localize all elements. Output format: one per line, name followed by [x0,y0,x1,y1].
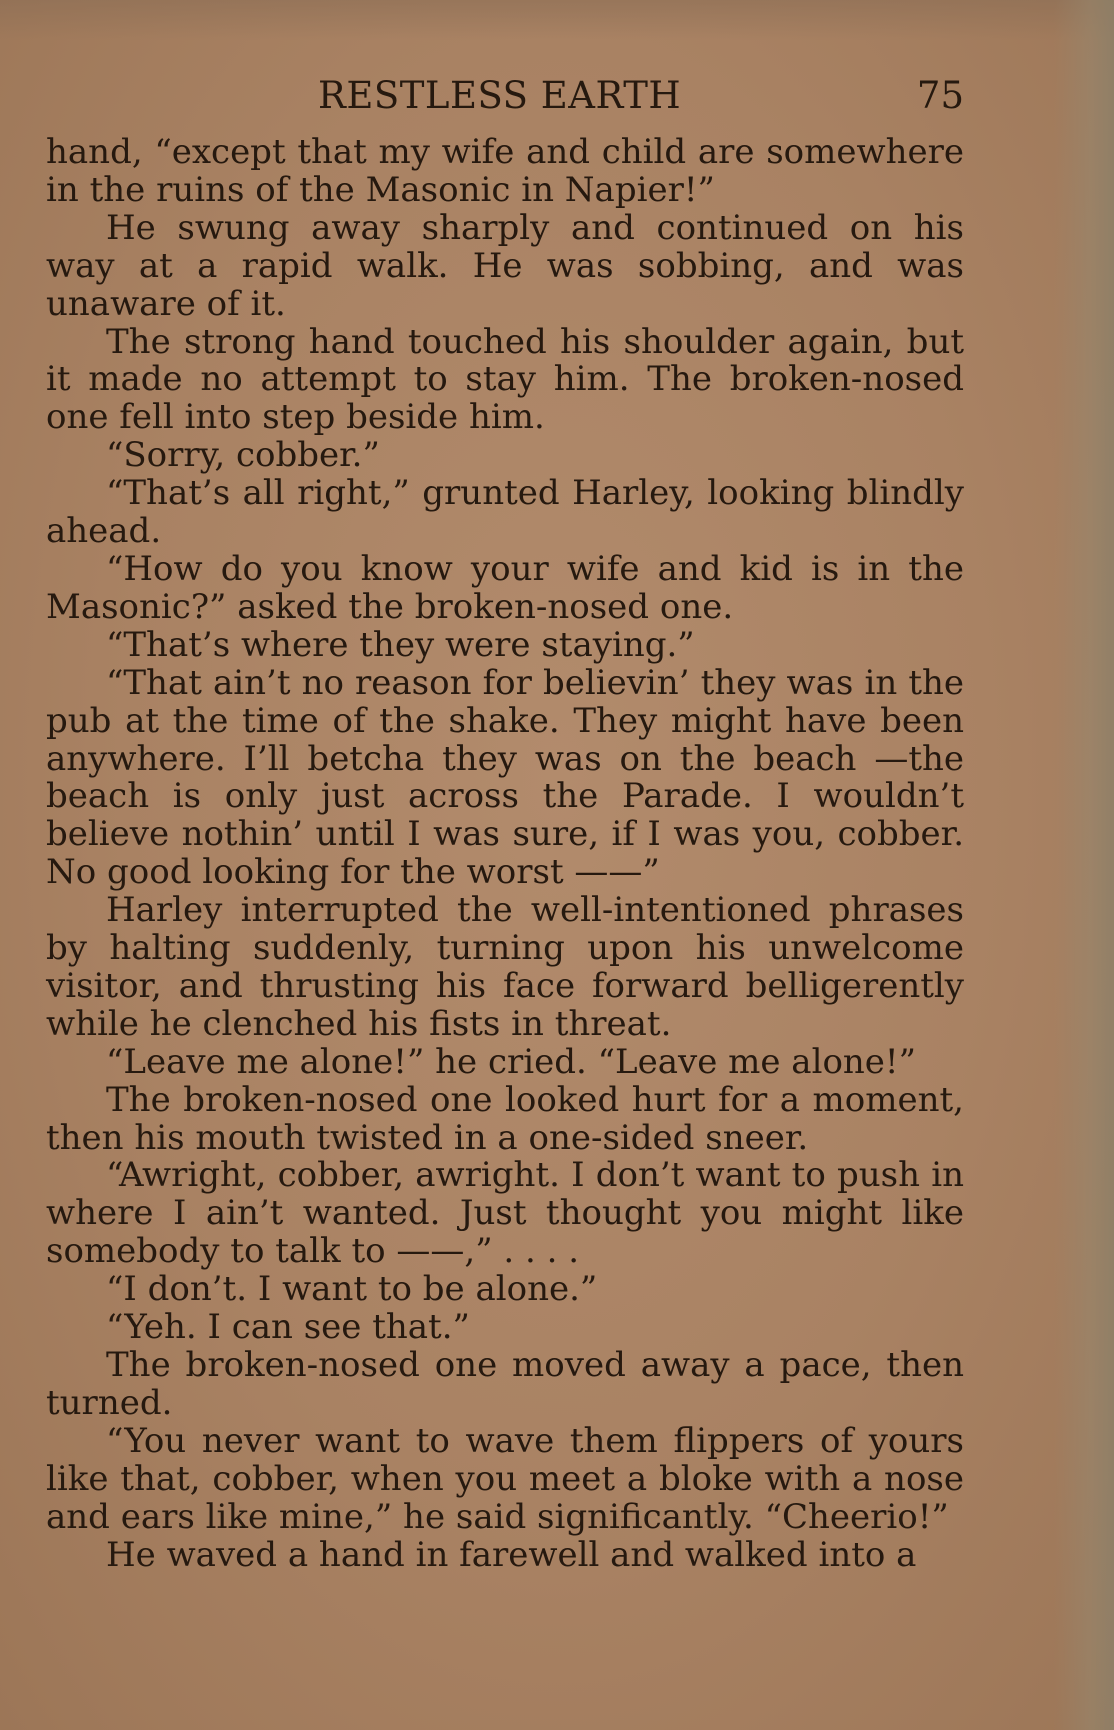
paragraph: The strong hand touched his shoulder again, but it made no attempt to stay him. The broken-nosed one fell into step beside him. [46,321,964,438]
paragraph: “Awright, cobber, awright. I don’t want to push in where I ain’t wanted. Just thought you might like somebody to talk to ——,” . . . . [46,1155,964,1272]
paragraph: “That’s all right,” grunted Harley, looking blindly ahead. [46,473,964,552]
paragraph: “Sorry, cobber.” [106,435,380,476]
paragraph: The broken-nosed one looked hurt for a moment, then his mouth twisted in a one-sided sneer. [46,1079,964,1158]
paragraph: Harley interrupted the well-intentioned phrases by halting suddenly, turning upon his unwelcome visitor, and thrusting his face forward belligerently while he clenched his fists in threat. [46,890,964,1044]
paragraph: “You never want to wave them flippers of yours like that, cobber, when you meet a bloke with a nose and ears like mine,” he said significantly. “Cheerio!” [46,1420,964,1537]
paragraph: “How do you know your wife and kid is in the Masonic?” asked the broken-nosed one. [46,548,964,627]
paragraph: He swung away sharply and continued on his way at a rapid walk. He was sobbing, and was unaware of it. [46,207,964,324]
paragraph: “Yeh. I can see that.” [106,1307,470,1348]
running-header [48,74,964,124]
paragraph: The broken-nosed one moved away a pace, then turned. [46,1345,964,1423]
paragraph: “Leave me alone!” he cried. “Leave me alone!” [106,1041,916,1082]
page-right-edge [1054,0,1114,1730]
paragraph: “That’s where they were staying.” [106,624,695,665]
paragraph: “I don’t. I want to be alone.” [106,1269,598,1310]
page-number: 75 [916,74,964,117]
paragraph: “That ain’t no reason for believin’ they was in the pub at the time of the shake. They might have been anywhere. I’ll betcha they was on the beach —the beach is only just across the Parade. I wouldn’t believe nothin’ until I was sure, if I was you, cobber. No good looking for the worst ——” [46,662,964,893]
paragraph: hand, “except that my wife and child are somewhere in the ruins of the Masonic in Napier!” [46,132,964,210]
running-title: RESTLESS EARTH [318,74,682,117]
paragraph: He waved a hand in farewell and walked into a [106,1534,917,1575]
body-text [46,134,964,1574]
page-top-shadow [0,0,1114,40]
